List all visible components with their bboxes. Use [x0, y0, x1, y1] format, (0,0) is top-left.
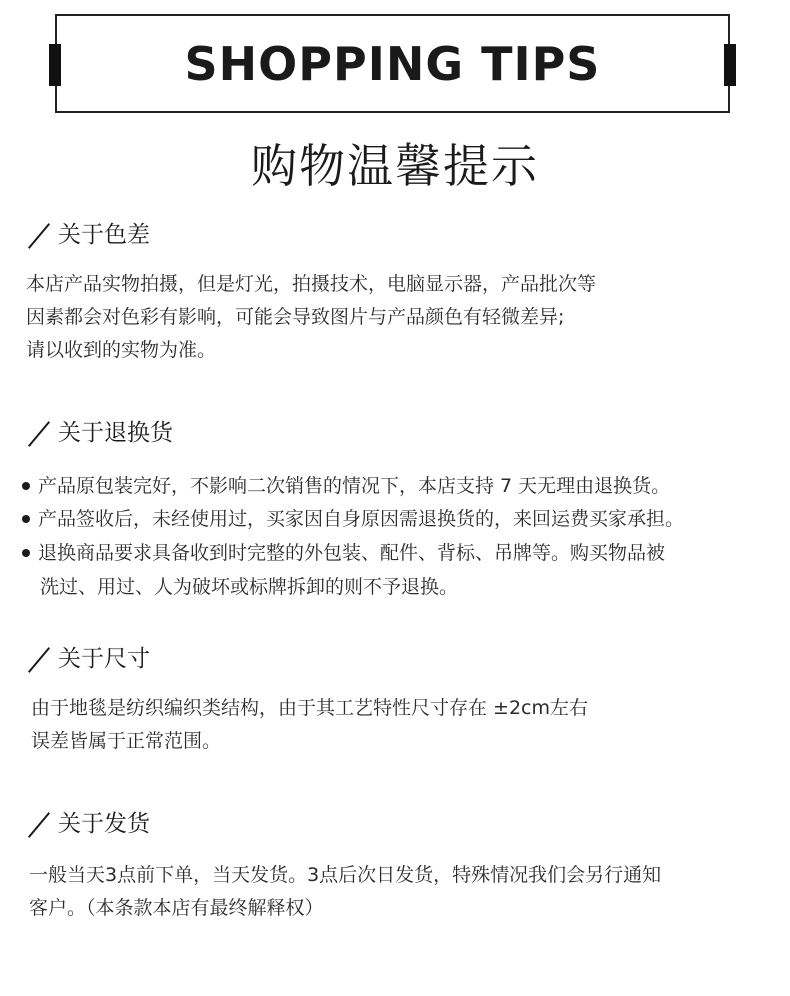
list-item-text: 产品签收后，未经使用过，买家因自身原因需退换货的，来回运费买家承担。 — [38, 508, 685, 530]
slash-icon — [26, 811, 52, 837]
section-heading-size — [26, 643, 150, 675]
bullet-icon — [22, 549, 30, 557]
body-line: 一般当天3点前下单，当天发货。3点后次日发货，特殊情况我们会另行通知 — [29, 864, 662, 886]
bullet-icon — [22, 482, 30, 490]
section-heading-color — [26, 219, 150, 251]
banner-title: SHOPPING TIPS — [184, 37, 601, 91]
section-body-shipping — [29, 859, 661, 925]
section-body-color — [26, 268, 596, 367]
section-heading-label: 关于尺寸 — [58, 646, 150, 672]
list-item — [22, 536, 665, 570]
list-item — [22, 469, 670, 503]
section-heading-returns — [26, 417, 173, 449]
slash-icon — [26, 646, 52, 672]
list-item-text: 产品原包装完好，不影响二次销售的情况下，本店支持 7 天无理由退换货。 — [38, 475, 671, 497]
bullet-icon — [22, 515, 30, 523]
body-line: 请以收到的实物为准。 — [26, 339, 217, 361]
section-heading-label: 关于色差 — [58, 222, 150, 248]
title-banner — [55, 14, 730, 113]
body-line: 由于地毯是纺织编织类结构，由于其工艺特性尺寸存在 ±2cm左右 — [31, 697, 589, 719]
body-line: 因素都会对色彩有影响，可能会导致图片与产品颜色有轻微差异; — [26, 306, 565, 328]
body-line: 误差皆属于正常范围。 — [31, 730, 222, 752]
section-heading-shipping — [26, 808, 150, 840]
page-subtitle: 购物温馨提示 — [251, 139, 539, 193]
list-item-continuation: 洗过、用过、人为破坏或标牌拆卸的则不予退换。 — [40, 576, 459, 598]
slash-icon — [26, 420, 52, 446]
body-line: 本店产品实物拍摄，但是灯光，拍摄技术，电脑显示器，产品批次等 — [26, 273, 597, 295]
body-line: 客户。（本条款本店有最终解释权） — [29, 897, 324, 919]
section-heading-label: 关于退换货 — [58, 420, 173, 446]
slash-icon — [26, 222, 52, 248]
list-item-text: 退换商品要求具备收到时完整的外包装、配件、背标、吊牌等。购买物品被 — [38, 542, 666, 564]
section-heading-label: 关于发货 — [58, 811, 150, 837]
section-body-size — [31, 692, 588, 758]
list-item — [22, 502, 684, 536]
